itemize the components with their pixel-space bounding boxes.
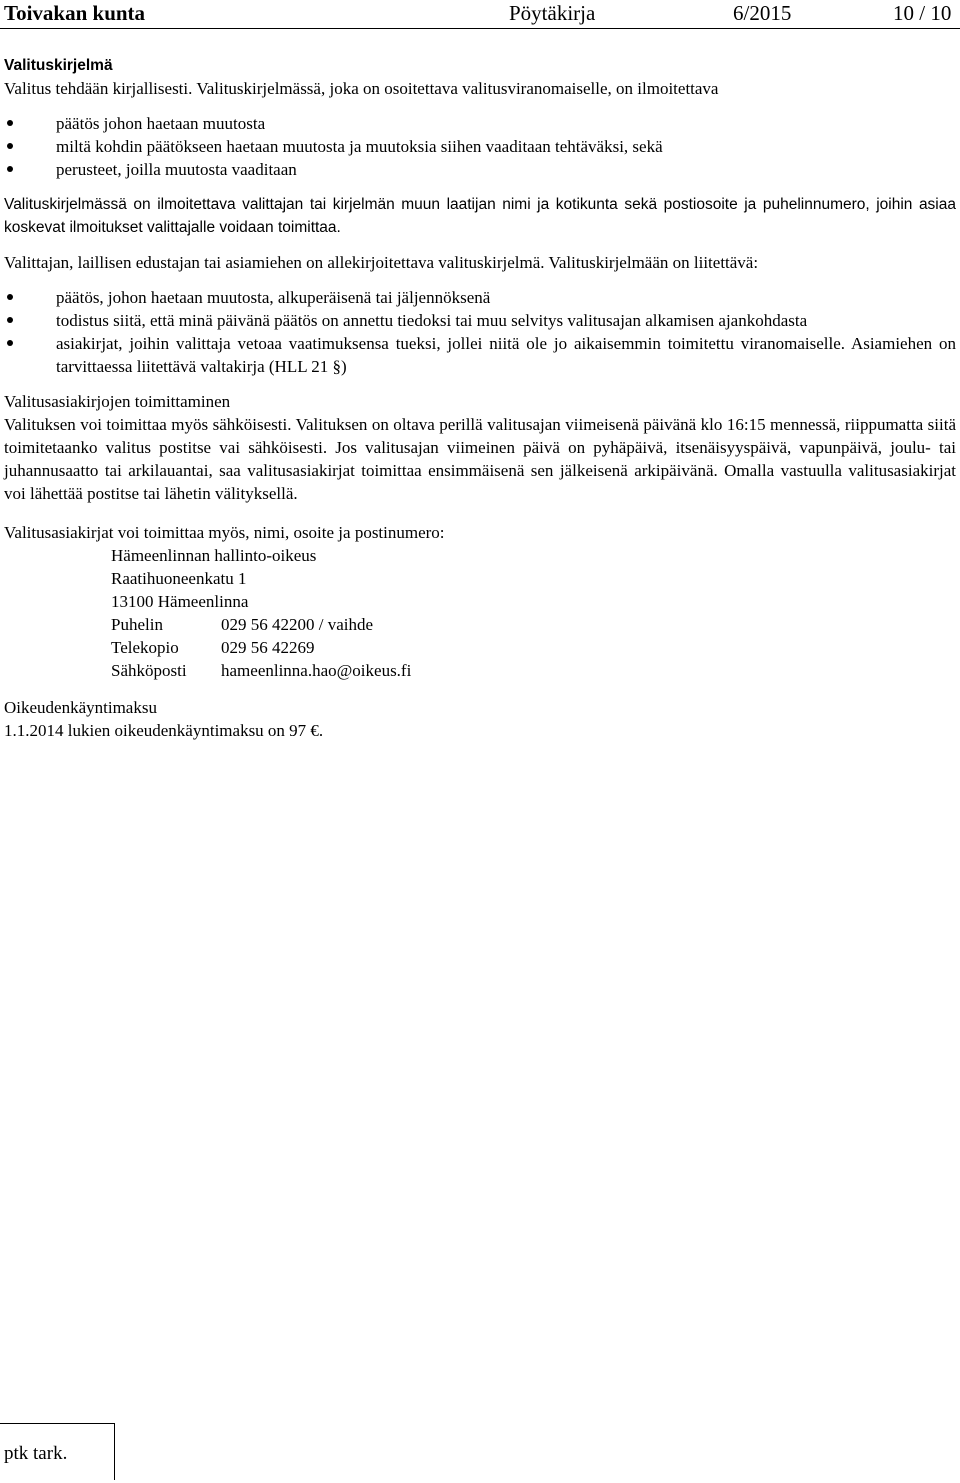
email-value: hameenlinna.hao@oikeus.fi xyxy=(221,661,412,680)
document-type: Pöytäkirja xyxy=(509,1,596,25)
page-number: 10 / 10 xyxy=(893,1,952,25)
list-item: miltä kohdin päätökseen haetaan muutosta ja muutoksia siihen vaaditaan tehtäväksi, sekä xyxy=(4,135,956,158)
list-item: perusteet, joilla muutosta vaaditaan xyxy=(4,158,956,181)
appeal-heading: Valituskirjelmä xyxy=(4,57,113,74)
municipality-name: Toivakan kunta xyxy=(4,1,146,25)
court-name: Hämeenlinnan hallinto-oikeus xyxy=(111,546,317,565)
phone-label: Puhelin xyxy=(111,615,163,634)
document-number: 6/2015 xyxy=(733,1,792,25)
page-header xyxy=(0,0,960,29)
list-item: päätös, johon haetaan muutosta, alkuperäisenä tai jäljennöksenä xyxy=(4,286,956,309)
phone-row xyxy=(111,613,956,636)
fax-value: 029 56 42269 xyxy=(221,638,315,657)
appeal-intro: Valitus tehdään kirjallisesti. Valituskirjelmässä, joka on osoitettava valitusviranomaiselle, on ilmoitettava xyxy=(4,79,719,98)
minutes-check-label: ptk tark. xyxy=(4,1443,68,1464)
minutes-check-box xyxy=(0,1423,115,1480)
appeal-requirements-list xyxy=(4,112,956,181)
delivery-text: Valituksen voi toimittaa myös sähköisesti. Valituksen on oltava perillä valitusajan viimeisenä päivänä klo 16:15 mennessä, riippumatta siitä toimitetaanko valitus postitse vai sähköisesti. Jos valitusajan viimeinen päivä on pyhäpäivä, itsenäisyyspäivä, vapunpäivä, joulu- tai juhannusaatto tai arkilauantai, saa valitusasiakirjat toimittaa ensimmäisenä sen jälkeisenä arkipäivänä. Omalla vastuulla valitusasiakirjat voi lähettää postitse tai lähetin välityksellä. xyxy=(4,415,956,503)
list-item: asiakirjat, joihin valittaja vetoaa vaatimuksensa tueksi, jollei niitä ole jo aikaisemmin toimitettu viranomaiselle. Asiamiehen on tarvittaessa liitettävä valtakirja (HLL 21 §) xyxy=(4,332,956,378)
email-row xyxy=(111,659,956,682)
phone-value: 029 56 42200 / vaihde xyxy=(221,615,374,634)
appeal-signature-paragraph: Valittajan, laillisen edustajan tai asiamiehen on allekirjoitettava valituskirjelmä. Valituskirjelmään on liitettävä: xyxy=(4,253,759,272)
fee-heading: Oikeudenkäyntimaksu xyxy=(4,698,157,717)
fax-row xyxy=(111,636,956,659)
court-contact-block xyxy=(111,544,956,682)
delivery-heading: Valitusasiakirjojen toimittaminen xyxy=(4,392,231,411)
document-body xyxy=(4,54,956,742)
fax-label: Telekopio xyxy=(111,638,179,657)
list-item: todistus siitä, että minä päivänä päätös on annettu tiedoksi tai muu selvitys valitusajan alkamisen ajankohdasta xyxy=(4,309,956,332)
fee-text: 1.1.2014 lukien oikeudenkäyntimaksu on 97 €. xyxy=(4,721,324,740)
court-postal: 13100 Hämeenlinna xyxy=(111,592,249,611)
list-item: päätös johon haetaan muutosta xyxy=(4,112,956,135)
appeal-attachments-list xyxy=(4,286,956,378)
address-intro: Valitusasiakirjat voi toimittaa myös, nimi, osoite ja postinumero: xyxy=(4,523,445,542)
email-label: Sähköposti xyxy=(111,661,187,680)
court-street: Raatihuoneenkatu 1 xyxy=(111,569,247,588)
appeal-contact-paragraph: Valituskirjelmässä on ilmoitettava valittajan tai kirjelmän muun laatijan nimi ja kotikunta sekä postiosoite ja puhelinnumero, joihin asiaa koskevat ilmoitukset valittajalle voidaan toimittaa. xyxy=(4,196,956,236)
